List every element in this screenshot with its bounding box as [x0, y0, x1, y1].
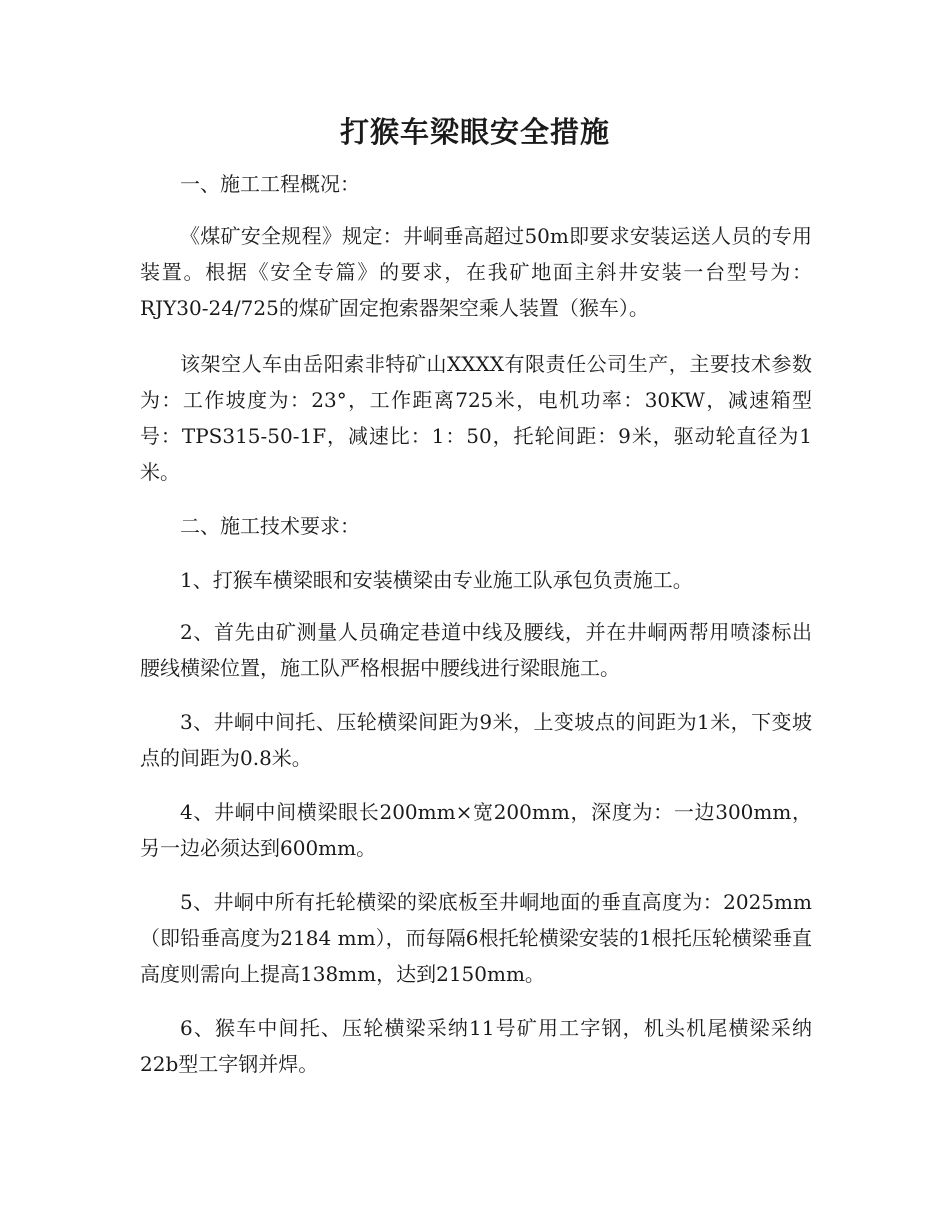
paragraph-parameters: 该架空人车由岳阳索非特矿山XXXX有限责任公司生产，主要技术参数为：工作坡度为：23°，工作距离725米，电机功率：30KW，减速箱型号：TPS315-50-1F，减速比：1：50，托轮间距：9米，驱动轮直径为1米。: [140, 352, 812, 484]
requirement-item-6: 6、猴车中间托、压轮横梁采纳11号矿用工字钢，机头机尾横梁采纳22b型工字钢并焊。: [140, 1016, 812, 1076]
section-heading-requirements: 二、施工技术要求：: [180, 514, 360, 538]
section-heading-overview: 一、施工工程概况：: [180, 172, 360, 196]
document-title: 打猴车梁眼安全措施: [339, 115, 610, 149]
requirement-item-2: 2、首先由矿测量人员确定巷道中线及腰线，并在井峒两帮用喷漆标出腰线横梁位置，施工队严格根据中腰线进行梁眼施工。: [140, 620, 812, 680]
requirement-item-4: 4、井峒中间横梁眼长200mm×宽200mm，深度为：一边300mm，另一边必须达到600mm。: [140, 800, 812, 860]
requirement-item-3: 3、井峒中间托、压轮横梁间距为9米，上变坡点的间距为1米，下变坡点的间距为0.8米。: [140, 710, 812, 770]
paragraph-regulation: 《煤矿安全规程》规定：井峒垂高超过50m即要求安装运送人员的专用装置。根据《安全专篇》的要求，在我矿地面主斜井安装一台型号为：RJY30-24/725的煤矿固定抱索器架空乘人装置（猴车）。: [140, 224, 812, 320]
requirement-item-1: 1、打猴车横梁眼和安装横梁由专业施工队承包负责施工。: [180, 568, 693, 592]
requirement-item-5: 5、井峒中所有托轮横梁的梁底板至井峒地面的垂直高度为：2025mm（即铅垂高度为2184 mm），而每隔6根托轮横梁安装的1根托压轮横梁垂直高度则需向上提高138mm，达到2150mm。: [140, 890, 812, 986]
